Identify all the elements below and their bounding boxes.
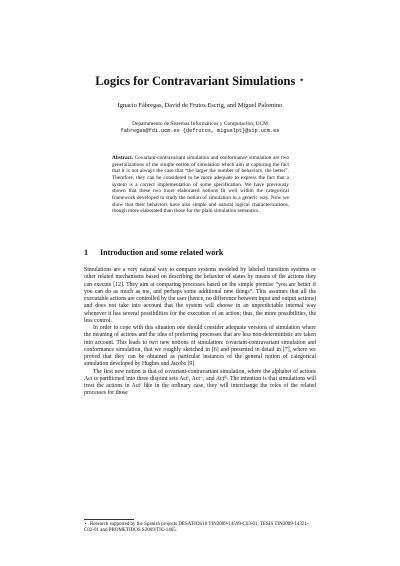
section-body [84,267,316,398]
body-paragraph: In order to cope with this situation one should consider adequate versions of simulation where the meaning of actions and the idea of preferring processes that are less non-deterministic are taken into account. This leads to two new notions of simulation: covariant-contravariant simulation and conformance simulation, that we roughly sketched in [6] and presented in detail in [7], where we proved that they can be obtained as particular instances of the general notion of categorical simulation developed by Hughes and Jacobs [9]. [84,325,316,368]
footnote-mark: ⋆ [84,522,88,527]
author-list: Ignacio Fábregas, David de Frutos Escrig, and Miguel Palomino [117,102,283,109]
abstract-label: Abstract. [112,155,134,161]
body-paragraph: The first new notion is that of covariant-contravariant simulation, where the alphabet of actions Act is partitioned into three disjoint sets Actʳ, Act⁻, and Actᵇˡ. The intention is that simulations will treat the actions in Actʳ like in the ordinary case, they will interchange the roles of the related processes for those [84,368,316,397]
affiliation [0,121,400,135]
author-emails: fabregas@fdi.ucm.es {defrutos, miguelpt}@sip.ucm.es [120,128,280,134]
title-footnote-mark: ⋆ [298,75,305,86]
section-title: Introduction and some related work [100,248,224,257]
footnote [84,522,316,535]
section-number: 1 [84,248,88,257]
paper-title-text: Logics for Contravariant Simulations [95,74,296,88]
body-paragraph: Simulations are a very natural way to compare systems modeled by labeled transition systems or other related mechanisms based on describing the behavior of states by means of the actions they can execute [12]. They aim at comparing processes based on the simple premise “you are better if you can do as much as me, and perhaps some additional new things”. This assumes that all the executable actions are controlled by the user (hence, no difference between input and output actions) and does not take into account that the system will choose in an unpredictable internal way whenever it has several possibilities for the execution of an action; thus, the more possibilities, the less control. [84,267,316,324]
footnote-rule [84,519,134,520]
footnote-text: Research supported by the Spanish projects DESAFIOS10 TIN2009-14599-C03-01, TESIS TIN2009-14321-C02-01 and PROMETIDOS S2009/TIC-1465. [84,522,309,534]
abstract [112,155,289,215]
abstract-text: Covariant-contravariant simulation and conformance simulation are two generalizations of the simple notion of simulation which aim at capturing the fact that it is not always the case that “the larger the number of behaviors, the better”. Therefore, they can be considered to be more adequate to express the fact that a system is a correct implementation of some specification. We have previously shown that these two more elaborated notions fit well within the categorical framework developed to study the notion of simulation in a generic way. Now we show that their behaviors have also simple and natural logical characterizations, though more elaborated than those for the plain simulation semantics. [112,155,289,215]
section-heading [84,248,223,257]
paper-title [0,74,400,89]
department-name: Departamento de Sistemas Informáticos y Computación, UCM [132,121,268,127]
